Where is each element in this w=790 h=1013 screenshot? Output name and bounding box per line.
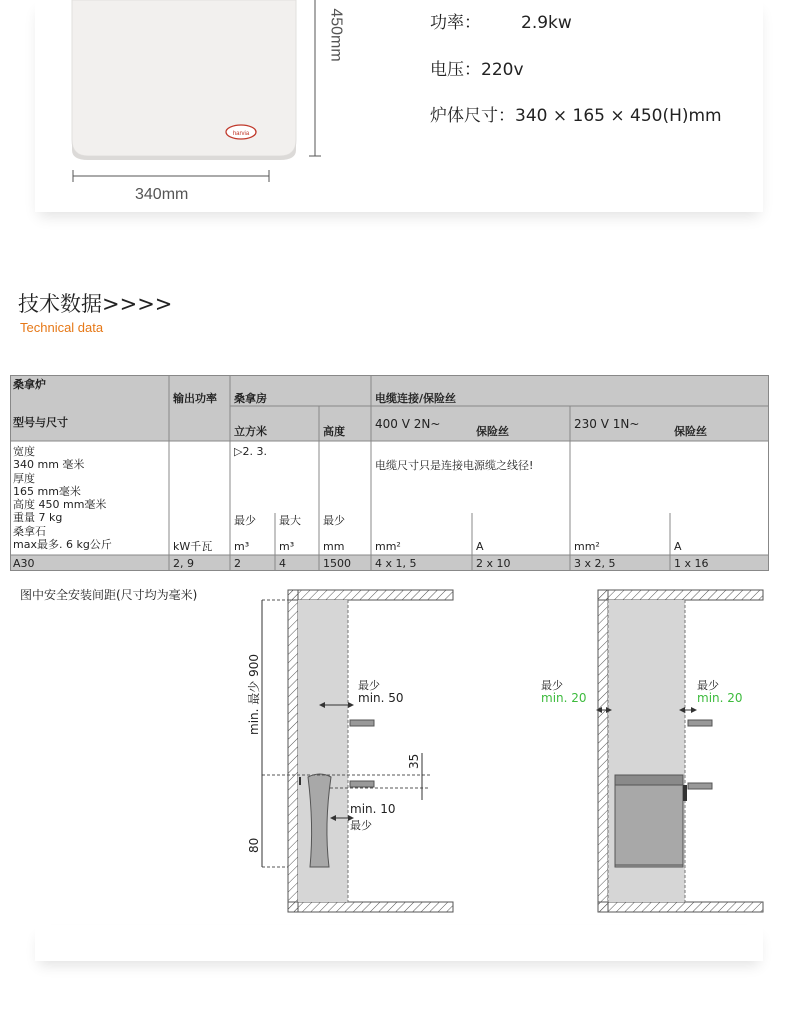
cable-note: 电缆尺寸只是连接电源缆之线径! — [375, 459, 534, 472]
unit-fuse-230: A — [674, 540, 682, 553]
unit-max-volume: m³ — [279, 540, 295, 553]
side-view-diagram — [262, 590, 453, 912]
max-label: 最大 — [279, 514, 301, 527]
header-model-size: 型号与尺寸 — [13, 416, 68, 429]
min-80-label: 80 — [247, 837, 261, 853]
unit-cable-400: mm² — [375, 540, 401, 553]
min-label-2: 最少 — [323, 514, 345, 527]
unit-min-volume: m³ — [234, 540, 250, 553]
row-fuse-400: 2 x 10 — [476, 557, 511, 570]
header-cubic: 立方米 — [234, 425, 267, 438]
min-35-label: 35 — [407, 753, 421, 769]
front-view-diagram — [596, 590, 763, 912]
desc-line: 厚度 — [13, 471, 35, 485]
height-label-wrap — [327, 0, 353, 75]
zuishao-label-right-20: 最少 — [697, 679, 719, 692]
width-label: 340mm — [135, 186, 189, 203]
row-output: 2, 9 — [173, 557, 194, 570]
header-fuse-1: 保险丝 — [476, 425, 509, 438]
header-height: 高度 — [323, 425, 345, 438]
header-output: 输出功率 — [173, 392, 217, 405]
spec-value: 2.9kw — [521, 13, 572, 33]
spec-label: 炉体尺寸： — [430, 106, 515, 126]
heater-photo — [60, 0, 308, 160]
header-400v: 400 V 2N~ — [375, 417, 441, 431]
row-max-volume: 4 — [279, 557, 286, 570]
row-cable-230: 3 x 2, 5 — [574, 557, 616, 570]
desc-line: max最多. 6 kg公斤 — [13, 538, 112, 552]
header-sauna-stove: 桑拿炉 — [13, 378, 46, 391]
spec-voltage — [430, 55, 524, 80]
row-min-volume: 2 — [234, 557, 241, 570]
spec-label: 电压： — [430, 60, 481, 80]
desc-line: 宽度 — [13, 445, 35, 458]
desc-line: 340 mm 毫米 — [13, 458, 85, 472]
spec-value: 220v — [481, 60, 524, 80]
width-dimension-line — [70, 168, 272, 184]
room-note: ▷2. 3. — [234, 445, 267, 458]
height-dimension-line — [300, 0, 330, 162]
header-230v: 230 V 1N~ — [574, 417, 640, 431]
row-model: A30 — [13, 557, 35, 570]
row-fuse-230: 1 x 16 — [674, 557, 709, 570]
spec-size — [430, 101, 722, 126]
desc-line: 桑拿石 — [13, 524, 46, 538]
desc-line: 重量 7 kg — [13, 511, 63, 525]
min-20-right-label: min. 20 — [697, 691, 743, 705]
zuishao-label-50: 最少 — [358, 679, 380, 692]
unit-output: kW千瓦 — [173, 540, 213, 553]
min-900-label: min. 最少 900 — [247, 654, 261, 735]
spec-value: 340 × 165 × 450(H)mm — [515, 106, 722, 126]
header-cable: 电缆连接/保险丝 — [375, 392, 457, 405]
min-50-label: min. 50 — [358, 691, 404, 705]
min-label-1: 最少 — [234, 514, 256, 527]
spec-label: 功率： — [430, 13, 481, 33]
model-description — [13, 445, 112, 551]
install-caption: 图中安全安装间距(尺寸均为毫米) — [20, 588, 198, 602]
installation-diagrams — [230, 585, 770, 925]
section-subtitle: Technical data — [20, 320, 104, 335]
bottom-card — [35, 925, 763, 961]
unit-height: mm — [323, 540, 345, 553]
height-label: 450mm — [327, 8, 345, 62]
min-20-left-label: min. 20 — [541, 691, 587, 705]
row-cable-400: 4 x 1, 5 — [375, 557, 417, 570]
zuishao-label-10: 最少 — [350, 819, 372, 832]
section-title: 技术数据>>>> — [18, 292, 173, 316]
tech-data-table — [10, 375, 769, 571]
spec-power — [430, 8, 572, 33]
unit-cable-230: mm² — [574, 540, 600, 553]
svg-text:harvia: harvia — [232, 131, 250, 137]
unit-fuse-400: A — [476, 540, 484, 553]
desc-line: 165 mm毫米 — [13, 484, 81, 498]
row-min-height: 1500 — [323, 557, 351, 570]
zuishao-label-left-20: 最少 — [541, 679, 563, 692]
header-fuse-2: 保险丝 — [674, 425, 707, 438]
min-10-label: min. 10 — [350, 802, 396, 816]
desc-line: 高度 450 mm毫米 — [13, 498, 107, 512]
header-sauna-room: 桑拿房 — [234, 392, 267, 405]
